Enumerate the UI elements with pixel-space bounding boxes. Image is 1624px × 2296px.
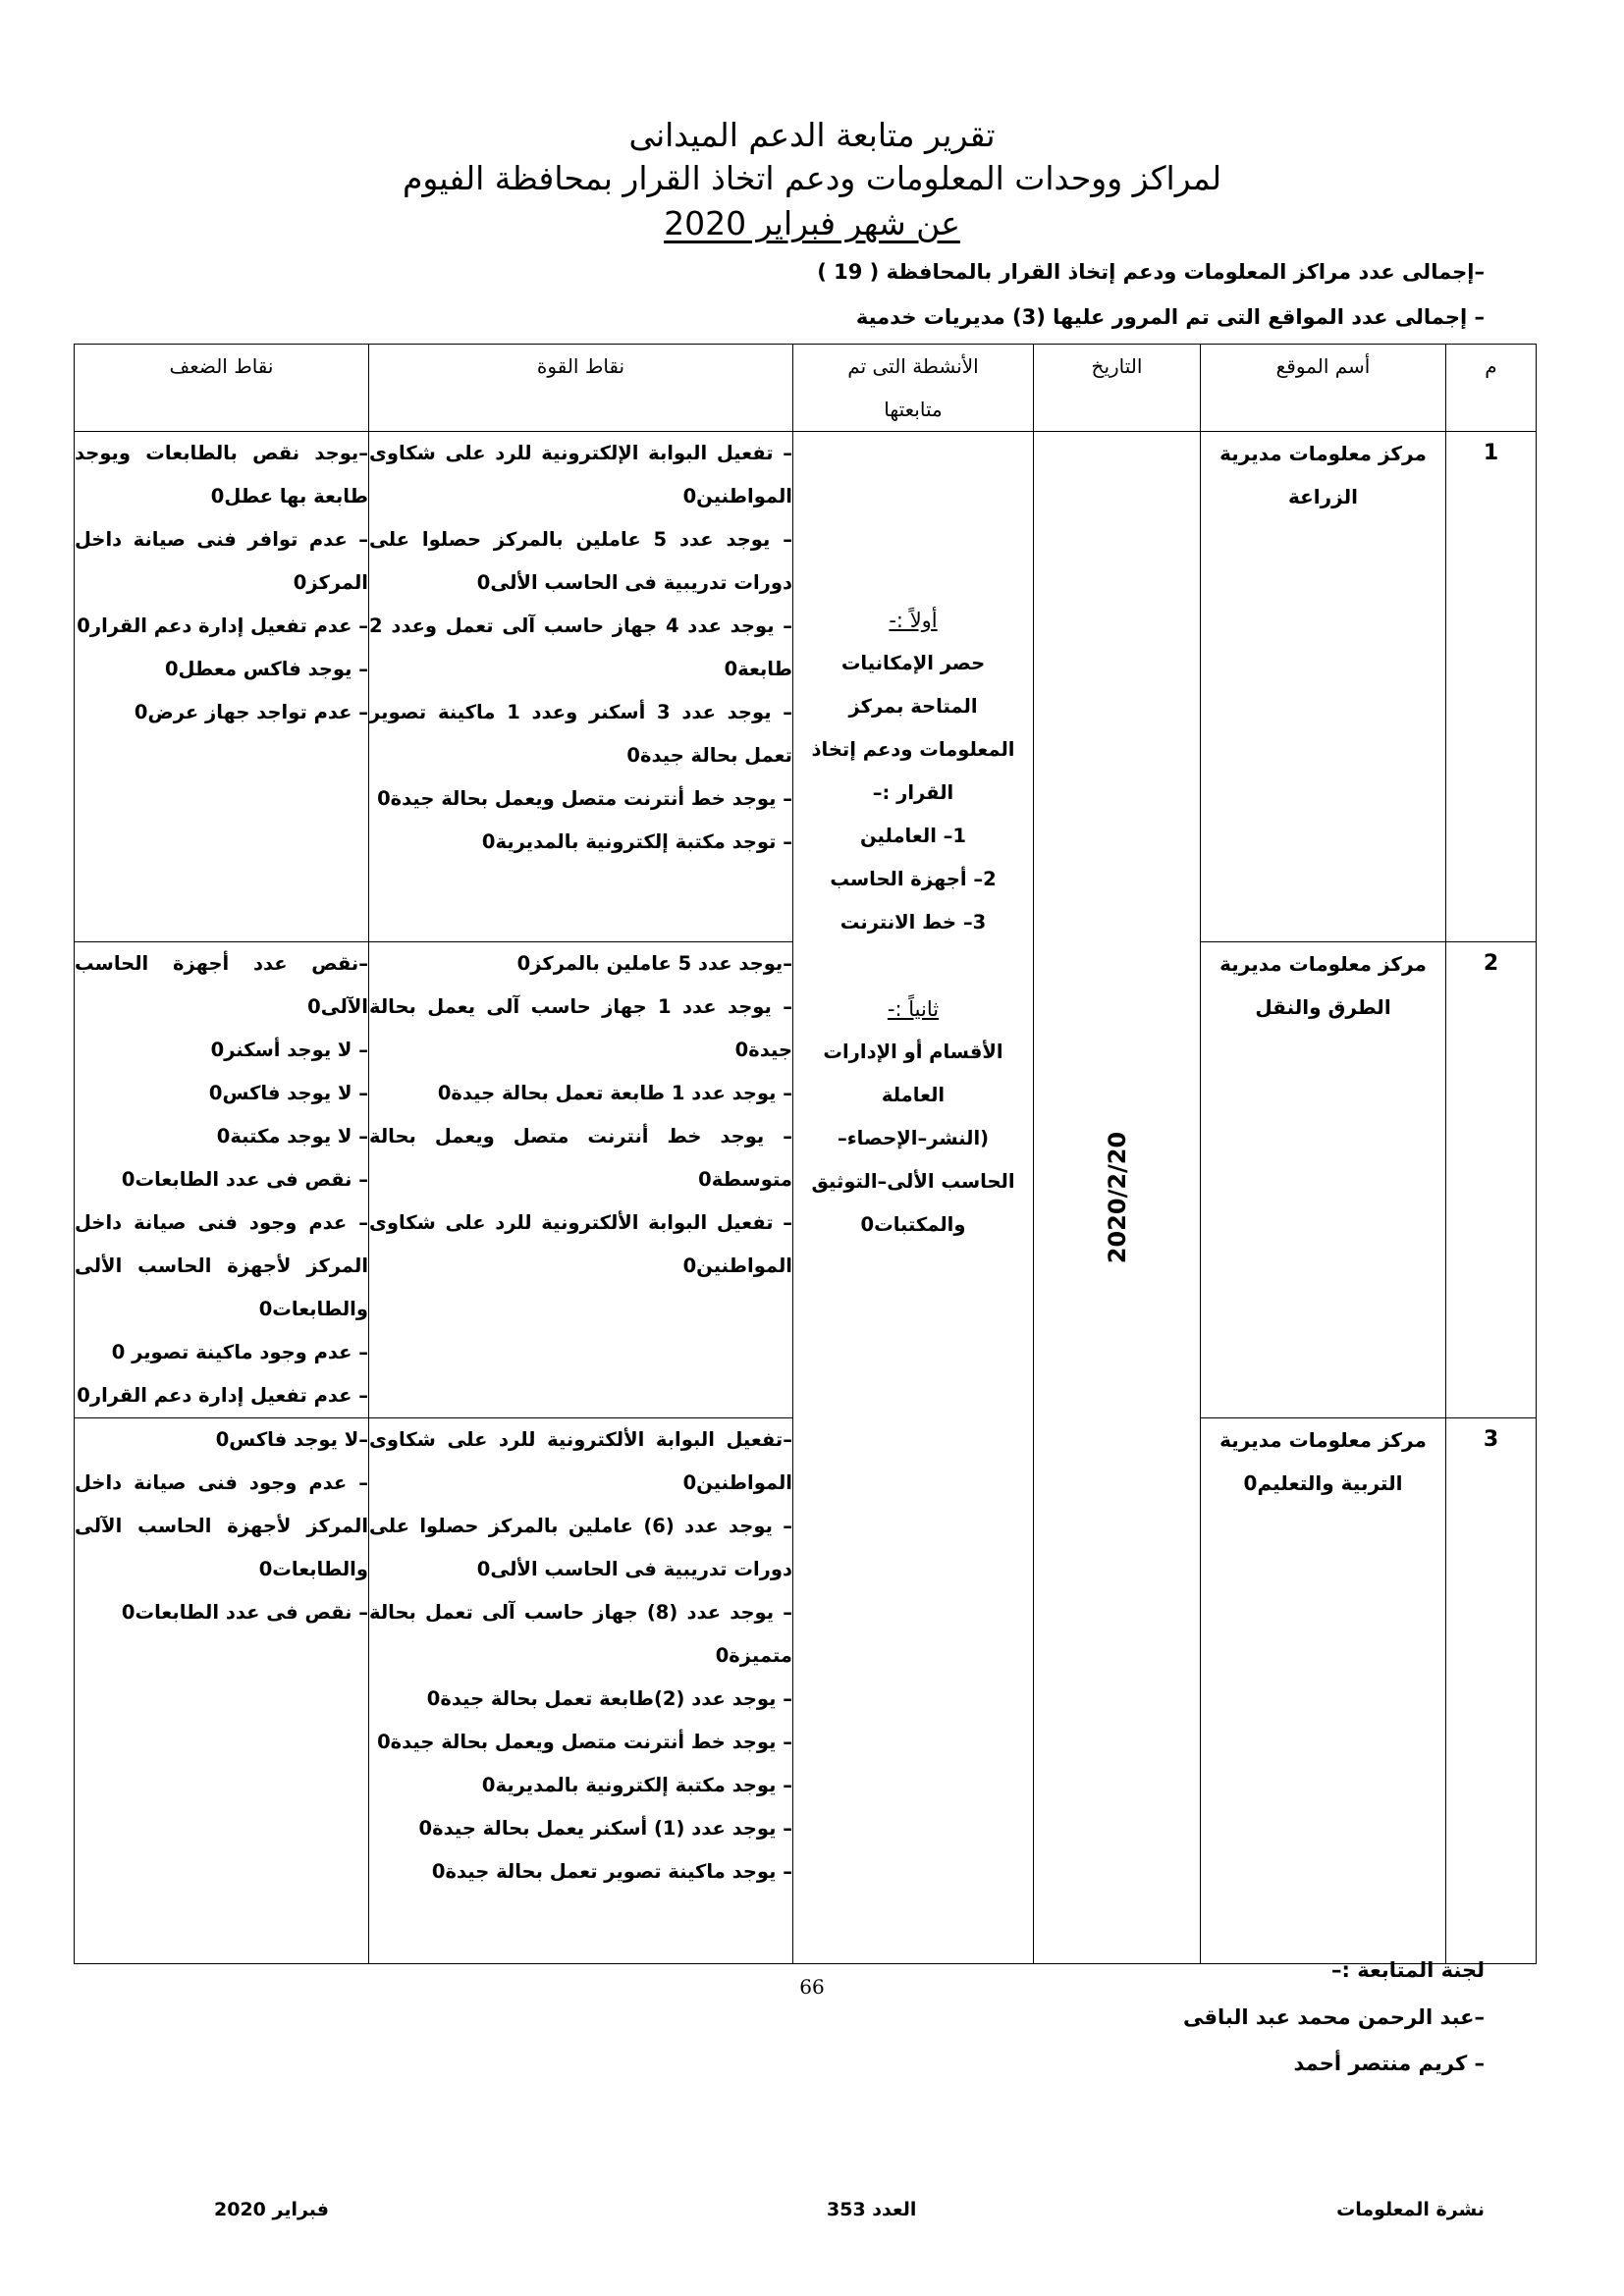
row-number: 1 [1446,432,1537,942]
strength-item: – توجد مكتبة إلكترونية بالمديرية0 [481,830,792,853]
strengths-cell [369,1418,793,1964]
header-activities: الأنشطة التى تم متابعتها [793,345,1034,432]
header-weaknesses: نقاط الضعف [75,345,369,432]
header-site: أسم الموقع [1201,345,1446,432]
weakness-item: –يوجد نقص بالطابعات ويوجد طابعة بها عطل0 [75,442,368,507]
strengths-cell [369,432,793,942]
header-strengths: نقاط القوة [369,345,793,432]
header-num: م [1446,345,1537,432]
strength-item: – تفعيل البوابة الإلكترونية للرد على شكاوى المواطنين0 [369,442,792,507]
footer-issue: العدد 353 [827,2199,917,2220]
footer-date: فبراير 2020 [214,2199,329,2220]
visit-date-cell [1034,432,1201,1964]
strength-item: – يوجد عدد 1 جهاز حاسب آلى يعمل بحالة جيدة0 [369,995,792,1061]
site-name: مركز معلومات مديرية الزراعة [1201,432,1446,942]
strength-item: – يوجد عدد 4 جهاز حاسب آلى تعمل وعدد 2 طابعة0 [369,614,793,680]
footer-publication: نشرة المعلومات [1336,2199,1485,2220]
weakness-item: –لا يوجد فاكس0 [215,1428,368,1451]
strengths-cell [369,942,793,1418]
row-number: 2 [1446,942,1537,1418]
activities-second-heading: ثانياً :- [887,997,940,1021]
activities-cell [793,432,1034,1964]
activities-first-heading: أولاً :- [889,609,938,632]
weakness-item: – عدم توافر فنى صيانة داخل المركز0 [75,528,368,594]
page-number: 66 [799,1975,825,1999]
committee-member: –عبد الرحمن محمد عبد الباقى [1183,2005,1485,2029]
strength-item: – يوجد خط أنترنت متصل ويعمل بحالة جيدة0 [377,1731,792,1753]
strength-item: – يوجد خط أنترنت متصل ويعمل بحالة متوسطة0 [369,1125,792,1191]
summary-visited-sites: – إجمالى عدد المواقع التى تم المرور عليها (3) مديريات خدمية [855,305,1485,329]
summary-total-centers: –إجمالى عدد مراكز المعلومات ودعم إتخاذ القرار بالمحافظة ( 19 ) [817,260,1485,284]
weakness-item: – يوجد فاكس معطل0 [164,658,368,680]
strength-item: – يوجد مكتبة إلكترونية بالمديرية0 [481,1774,792,1796]
activity-line: الحاسب الألى–التوثيق [811,1170,1015,1193]
strength-item: – يوجد عدد (8) جهاز حاسب آلى تعمل بحالة متميزة0 [369,1601,792,1667]
row-number: 3 [1446,1418,1537,1964]
strength-item: – يوجد ماكينة تصوير تعمل بحالة جيدة0 [431,1860,792,1883]
strength-item: – يوجد خط أنترنت متصل ويعمل بحالة جيدة0 [377,787,792,810]
strength-item: – تفعيل البوابة الألكترونية للرد على شكاوى المواطنين0 [369,1211,792,1277]
weaknesses-cell [75,942,369,1418]
activity-line: العاملة [881,1084,946,1106]
weaknesses-cell [75,1418,369,1964]
activity-line: المتاحة بمركز [848,695,978,718]
activity-line: 1– العاملين [860,825,966,847]
weakness-item: – عدم تفعيل إدارة دعم القرار0 [77,614,368,637]
weakness-item: – عدم وجود فنى صيانة داخل المركز لأجهزة الحاسب الآلى والطابعات0 [75,1471,368,1580]
strength-item: –يوجد عدد 5 عاملين بالمركز0 [516,952,792,975]
weakness-item: – لا يوجد أسكنر0 [210,1039,368,1061]
header-date: التاريخ [1034,345,1201,432]
strength-item: – يوجد عدد (2)طابعة تعمل بحالة جيدة0 [426,1687,792,1710]
strength-item: –تفعيل البوابة الألكترونية للرد على شكاوى المواطنين0 [369,1428,792,1494]
activity-line: والمكتبات0 [860,1213,966,1236]
weakness-item: –نقص عدد أجهزة الحاسب الآلى0 [75,952,368,1018]
activity-line: الأقسام أو الإدارات [823,1041,1003,1063]
weakness-item: – لا يوجد فاكس0 [208,1082,368,1104]
activity-line: المعلومات ودعم إتخاذ [811,738,1015,761]
activity-line: 3– خط الانترنت [839,911,987,934]
strength-item: – يوجد عدد 5 عاملين بالمركز حصلوا على دورات تدريبية فى الحاسب الألى0 [369,528,792,594]
strength-item: – يوجد عدد 3 أسكنر وعدد 1 ماكينة تصوير تعمل بحالة جيدة0 [369,701,793,767]
followup-table [74,344,1537,1964]
strength-item: – يوجد عدد (1) أسكنر يعمل بحالة جيدة0 [418,1817,792,1840]
weakness-item: – نقص فى عدد الطابعات0 [121,1601,368,1624]
activity-line: (النشر–الإحصاء– [837,1127,990,1149]
committee-label: لجنة المتابعة :– [1331,1958,1485,1982]
table-row [75,432,1537,942]
report-period: عن شهر فبراير 2020 [664,204,960,242]
report-title: تقرير متابعة الدعم الميدانى [628,116,996,154]
activity-line: حصر الإمكانيات [840,652,986,674]
site-name: مركز معلومات مديرية الطرق والنقل [1201,942,1446,1418]
weakness-item: – لا يوجد مكتبة0 [216,1125,368,1148]
report-subtitle: لمراكز ووحدات المعلومات ودعم اتخاذ القرار بمحافظة الفيوم [402,159,1222,197]
site-name: مركز معلومات مديرية التربية والتعليم0 [1201,1418,1446,1964]
weakness-item: – عدم تواجد جهاز عرض0 [134,701,368,723]
table-header-row [75,345,1537,432]
weaknesses-cell [75,432,369,942]
activity-line: القرار :– [872,781,954,804]
visit-date: 2020/2/20 [1103,1131,1131,1264]
weakness-item: – نقص فى عدد الطابعات0 [121,1168,368,1191]
weakness-item: – عدم وجود فنى صيانة داخل المركز لأجهزة الحاسب الألى والطابعات0 [75,1211,368,1320]
weakness-item: – عدم تفعيل إدارة دعم القرار0 [77,1384,368,1407]
strength-item: – يوجد عدد 1 طابعة تعمل بحالة جيدة0 [437,1082,792,1104]
committee-member: – كريم منتصر أحمد [1293,2052,1485,2075]
weakness-item: – عدم وجود ماكينة تصوير 0 [111,1341,368,1363]
activity-line: 2– أجهزة الحاسب [830,868,997,890]
strength-item: – يوجد عدد (6) عاملين بالمركز حصلوا على دورات تدريبية فى الحاسب الألى0 [369,1515,792,1580]
